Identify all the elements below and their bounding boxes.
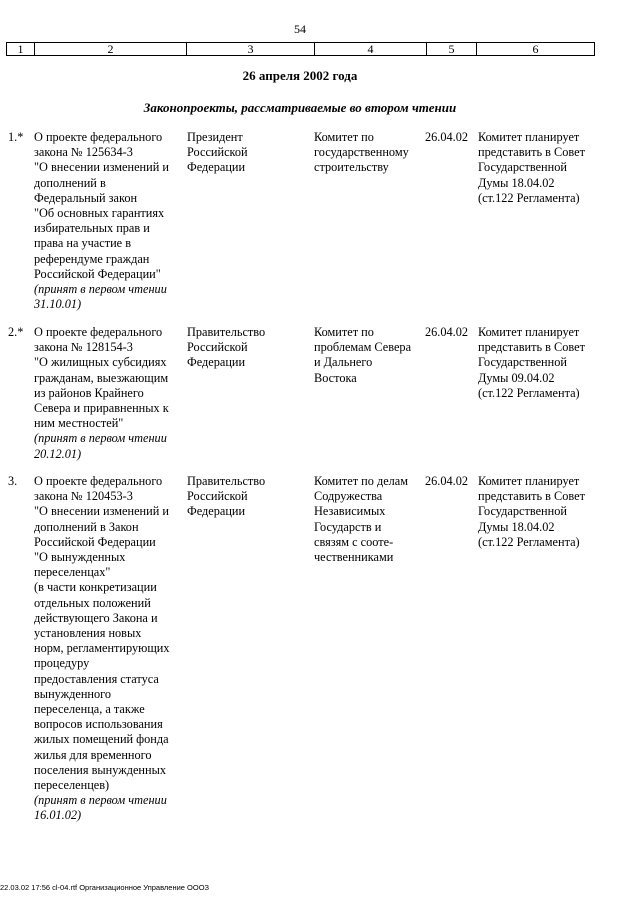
text-line: 31.10.01) bbox=[34, 297, 82, 312]
text-line: Федерации bbox=[187, 160, 246, 175]
text-line: чественниками bbox=[314, 550, 394, 565]
text-line: (принят в первом чтении bbox=[34, 431, 167, 446]
initiator bbox=[187, 130, 307, 176]
column-number: 2 bbox=[35, 43, 187, 55]
text-line: 20.12.01) bbox=[34, 446, 82, 461]
text-line: избирательных прав и bbox=[34, 221, 150, 236]
text-line: представить в Совет bbox=[478, 340, 585, 355]
text-line: Думы 18.04.02 bbox=[478, 519, 555, 534]
text-line: закона № 120453-3 bbox=[34, 489, 133, 504]
committee-note bbox=[478, 325, 598, 401]
text-line: (ст.122 Регламента) bbox=[478, 385, 580, 400]
text-line: 16.01.02) bbox=[34, 808, 82, 823]
column-number: 3 bbox=[187, 43, 315, 55]
committee-note bbox=[478, 474, 598, 550]
text-line: Правительство bbox=[187, 474, 266, 488]
page-number: 54 bbox=[294, 22, 306, 36]
text-line: проблемам Севера bbox=[314, 340, 412, 355]
text-line: Думы 18.04.02 bbox=[478, 175, 555, 190]
text-line: поселения вынужденных bbox=[34, 762, 167, 777]
text-line: (ст.122 Регламента) bbox=[478, 534, 580, 549]
text-line: Правительство bbox=[187, 325, 266, 339]
text-line: из районов Крайнего bbox=[34, 385, 144, 400]
text-line: представить в Совет bbox=[478, 489, 585, 504]
committee bbox=[314, 130, 422, 176]
text-line: Думы 09.04.02 bbox=[478, 370, 555, 385]
row-number: 2.* bbox=[8, 325, 24, 339]
text-line: Российской bbox=[187, 340, 248, 355]
text-line: О проекте федерального bbox=[34, 325, 163, 339]
text-line: "О вынужденных bbox=[34, 550, 126, 565]
text-line: Государственной bbox=[478, 355, 567, 370]
row-number: 3. bbox=[8, 474, 18, 488]
text-line: Комитет по делам bbox=[314, 474, 409, 488]
text-line: Государственной bbox=[478, 160, 567, 175]
text-line: Федеральный закон bbox=[34, 190, 138, 205]
text-line: закона № 128154-3 bbox=[34, 340, 133, 355]
text-line: норм, регламентирующих bbox=[34, 641, 170, 656]
text-line: (принят в первом чтении bbox=[34, 793, 167, 808]
column-number: 1 bbox=[7, 43, 35, 55]
text-line: ним местностей" bbox=[34, 416, 124, 431]
column-number: 6 bbox=[532, 42, 539, 56]
text-line: жилья для временного bbox=[34, 747, 152, 762]
text-line: вынужденного bbox=[34, 686, 112, 701]
text-line: дополнений в Закон bbox=[34, 519, 139, 534]
text-line: закона № 125634-3 bbox=[34, 145, 133, 160]
text-line: установления новых bbox=[34, 626, 142, 641]
text-line: Российской Федерации" bbox=[34, 266, 161, 281]
text-line: Комитет по bbox=[314, 130, 374, 144]
text-line: права на участие в bbox=[34, 236, 132, 251]
text-line: Комитет планирует bbox=[478, 474, 580, 488]
text-line: процедуру bbox=[34, 656, 90, 671]
text-line: и Дальнего bbox=[314, 355, 373, 370]
footer-filestamp: 22.03.02 17:56 cl-04.rtf Организационное Управление ОООЗ bbox=[0, 883, 210, 892]
date-heading: 26 апреля 2002 года bbox=[242, 68, 358, 83]
text-line: предоставления статуса bbox=[34, 671, 159, 686]
text-line: Содружества bbox=[314, 489, 383, 504]
section-heading: Законопроекты, рассматриваемые во втором чтении bbox=[143, 100, 457, 115]
text-line: переселенцев) bbox=[34, 778, 110, 793]
text-line: связям с сооте- bbox=[314, 534, 394, 549]
committee bbox=[314, 325, 422, 386]
committee bbox=[314, 474, 422, 565]
bill-description bbox=[34, 130, 184, 312]
text-line: представить в Совет bbox=[478, 145, 585, 160]
text-line: переселенцах" bbox=[34, 565, 111, 580]
text-line: жилых помещений фонда bbox=[34, 732, 169, 747]
text-line: Российской bbox=[187, 489, 248, 504]
text-line: гражданам, выезжающим bbox=[34, 370, 169, 385]
text-line: О проекте федерального bbox=[34, 130, 163, 144]
text-line: переселенца, а также bbox=[34, 702, 145, 717]
review-date: 26.04.02 bbox=[425, 130, 469, 144]
text-line: дополнений в bbox=[34, 175, 106, 190]
text-line: Российской Федерации bbox=[34, 534, 156, 549]
text-line: Комитет планирует bbox=[478, 325, 580, 339]
review-date: 26.04.02 bbox=[425, 325, 469, 339]
text-line: вопросов использования bbox=[34, 717, 163, 732]
text-line: Российской bbox=[187, 145, 248, 160]
initiator bbox=[187, 474, 307, 520]
text-line: (ст.122 Регламента) bbox=[478, 190, 580, 205]
review-date: 26.04.02 bbox=[425, 474, 469, 488]
bill-description bbox=[34, 474, 184, 824]
text-line: Севера и приравненных к bbox=[34, 401, 169, 416]
text-line: Государств и bbox=[314, 519, 382, 534]
text-line: О проекте федерального bbox=[34, 474, 163, 488]
text-line: государственному bbox=[314, 145, 409, 160]
text-line: "О внесении изменений и bbox=[34, 504, 169, 519]
text-line: референдуме граждан bbox=[34, 251, 150, 266]
bill-description bbox=[34, 325, 184, 462]
column-number: 4 bbox=[315, 43, 427, 55]
text-line: (в части конкретизации bbox=[34, 580, 157, 595]
text-line: Федерации bbox=[187, 504, 246, 519]
text-line: Государственной bbox=[478, 504, 567, 519]
column-number-header bbox=[6, 42, 595, 56]
text-line: "О внесении изменений и bbox=[34, 160, 169, 175]
row-number: 1.* bbox=[8, 130, 24, 144]
column-number: 5 bbox=[427, 43, 477, 55]
text-line: Комитет планирует bbox=[478, 130, 580, 144]
committee-note bbox=[478, 130, 598, 206]
text-line: Президент bbox=[187, 130, 243, 144]
text-line: "О жилищных субсидиях bbox=[34, 355, 167, 370]
text-line: Независимых bbox=[314, 504, 386, 519]
initiator bbox=[187, 325, 307, 371]
text-line: Комитет по bbox=[314, 325, 374, 339]
text-line: отдельных положений bbox=[34, 595, 151, 610]
text-line: Федерации bbox=[187, 355, 246, 370]
text-line: строительству bbox=[314, 160, 389, 175]
text-line: (принят в первом чтении bbox=[34, 282, 167, 297]
text-line: Востока bbox=[314, 370, 357, 385]
text-line: действующего Закона и bbox=[34, 610, 158, 625]
text-line: "Об основных гарантиях bbox=[34, 206, 165, 221]
